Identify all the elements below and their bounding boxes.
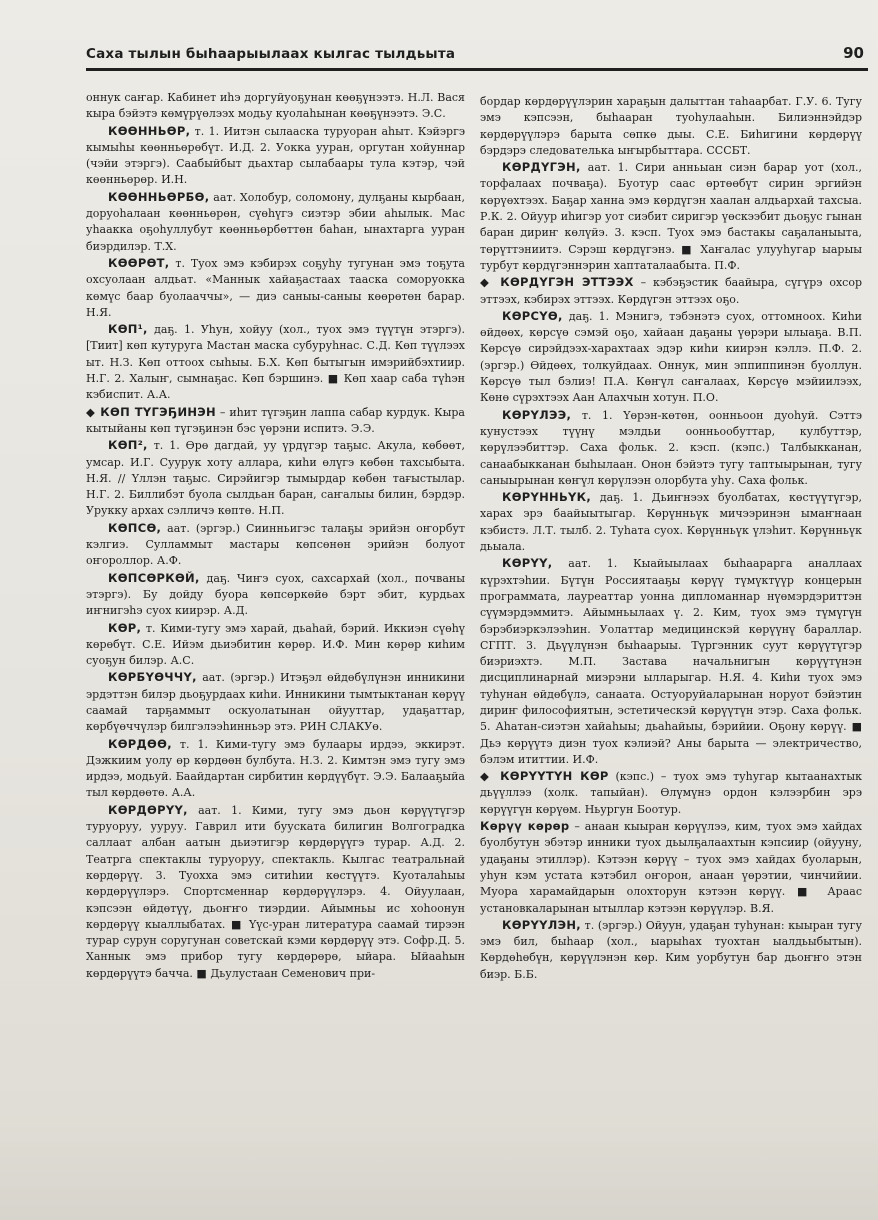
entry-headword: КӨР, bbox=[108, 620, 142, 635]
entry-text: аат. (эргэр.) Итэҕэл өйдөбүлүнэн инникини эрдэттэн билэр дьоҕурдаах киhи. Инникини тымтыктанан көрүү саамай тарҕаммыт оскуолатынан ойууттар, удаҕаттар, көрбүөччүлэр билгэлээhинньэр этэ. РИН СЛАКУө. bbox=[86, 671, 465, 734]
dictionary-entry bbox=[86, 123, 465, 189]
entry-headword: КӨРҮЛЭЭ, bbox=[502, 407, 572, 422]
entry-headword: ◆ КӨРҮҮТҮН КӨР bbox=[480, 769, 609, 784]
dictionary-entry bbox=[480, 308, 862, 407]
dictionary-entry bbox=[86, 321, 465, 403]
entry-text: т. 1. Өрө дагдай, уу үрдүгэр таҕыс. Акула, көбөөт, умсар. И.Г. Суурук хоту аллара, киhи өлүгэ көбөн тахсыбыта. Н.Я. // Үллэн таҕыс. Сирэйигэр тымырдар көбөн тағыстылар. Н.Г. 2. Биллибэт буола сылдьан баран, саҥалыы билин, бэрдэр. Урукку архах сэлличэ көптө. Н.П. bbox=[86, 439, 465, 518]
left-column bbox=[86, 90, 465, 1120]
entry-text: бордар көрдөрүүлэрин хараҕын далыттан таhаарбат. Г.У. 6. Тугу эмэ кэпсээн, быhааран туоhулааhын. Билиэннэйдэр көрдөрүүлэрэ барыта сөпкө дыы. С.Е. Биhигини көрдөрүү бэрдэрэ следователька ыҥырбыттара. СССБТ. bbox=[480, 95, 862, 157]
idiom-entry bbox=[480, 768, 862, 818]
dictionary-entry bbox=[86, 736, 465, 802]
entry-headword: КӨП¹, bbox=[108, 322, 148, 337]
entry-headword: КӨРБҮӨЧЧҮ, bbox=[108, 670, 197, 685]
entry-text: аат. 1. Кими, тугу эмэ дьон көрүүтүгэр туруоруу, ууруу. Гаврил ити бууската билигин Волгоградка саллаат албан аатын дьиэтигэр көрдөрүүгэ турар. А.Д. 2. Театрга спектаклы туруоруу, спектакль. Кылгас театральнай көрдөрүү. 3. Туохха эмэ ситиhии көстүүтэ. Куоталаhыы көрдөрүүлэрэ. Спортсменнар көрдөрүүлэрэ. 4. Ойуулаан, кэпсээн өйдөтүү, дьоҥҥо тиэрдии. Айымньы ис хоhоонун көрдөрүү кыаллыбатах. ■ Үүс-уран литература саамай тирээн турар сурун соругунан советскай кэми көрдөрүү этэ. Софр.Д. 5. Ханнык эмэ прибор тугу көрдөрөрө, ыйара. Ыйааhын көрдөрүүтэ бачча. ■ Дьулустаан Семенович при- bbox=[86, 803, 465, 980]
idiom-entry bbox=[480, 274, 862, 308]
entry-text: оннук саҥар. Кабинет иhэ доргуйуоҕунан көөҕүнээтэ. Н.Л. Вася кыра бэйэтэ көмүрүөлээх модьу куолаhынан көөҕүнээтэ. Э.С. bbox=[86, 91, 465, 121]
entry-text: аат. Холобур, соломону, дулҕаны кырбаан, доруоhалаан көөнньөрөн, сүөhүгэ сиэтэр эбии аhылык. Мас уhаакка оҕоhуллубут көөнньөрбөттөн баhан, ынахтарга ууран биэрдилэр. Т.Х. bbox=[86, 190, 465, 253]
entry-headword: ◆ КӨРДҮГЭН ЭТТЭЭХ bbox=[480, 275, 634, 290]
entry-text: (кэпс.) – туох эмэ туhугар кытаанахтык дьүүллээ (холк. тапыйан). Өлүмүнэ ордон кэлээрбин эрэ көрүүгүн көрүөм. Ньургун Боотур. bbox=[480, 770, 862, 816]
entry-headword: ◆ КӨП ТҮГЭҔИНЭН bbox=[86, 404, 216, 419]
dictionary-entry bbox=[480, 407, 862, 489]
dictionary-entry bbox=[86, 570, 465, 620]
page-number: 90 bbox=[843, 44, 864, 62]
dictionary-entry bbox=[480, 159, 862, 274]
dictionary-entry bbox=[480, 917, 862, 983]
entry-text: аат. 1. Кыайыылаах быhаарарга аналлаах күрэхтэhии. Бүтүн Россиятааҕы көрүү түмүктүүр концерын программата, лауреаттар уонна дипломаннар нүөмэрдэриттэн сүүмэрдэммитэ. Айымньылаах ү. 2. Ким, туох эмэ түмүгүн бэрэбиэркэлээhин. Уолаттар медицинскэй көрүүнү бараллар. СГПТ. 3. Дьүүлүнэн быhаарыы. Түргэнник суут көрүүтүгэр биэриэхтэ. М.П. Застава начальнигын көрүүтүнэн дисциплинарнай миэрэни ылларыгар. Н.Я. 4. Киhи туох эмэ туhунан өйдөбүлэ, санаата. Остуоруйаларынан норуот бэйэтин дириҥ философиятын, эстетическэй көрүүтүн этэр. Саха фольк. 5. Аhатан-сиэтэн хайаhыы; дьаhайыы, бэрийии. Оҕону көрүү. ■ Дьэ көрүүтэ диэн туох кэлиэй? Аны барыта — электричество, бэлэм ититтии. И.Ф. bbox=[480, 557, 862, 766]
header-title: Саха тылын быhаарыылаах кылгас тылдьыта bbox=[86, 46, 456, 62]
entry-text: даҕ. 1. Дьиҥнээх буолбатах, көстүүтүгэр, харах эрэ баайыытыгар. Көрүнньүк мичээринэн ымаҥнаан кэбистэ. Л.Т. тылб. 2. Туhата суох. Көрүнньүк үлэhит. Көрүнньүк дьыала. bbox=[480, 491, 862, 554]
entry-continuation bbox=[480, 94, 862, 159]
dictionary-entry bbox=[86, 620, 465, 670]
entry-text: т. (эргэр.) Ойуун, удаҕан туhунан: кыыран тугу эмэ бил, быhаар (хол., ыарыhах туохтан ыалдьыбытын). Көрдөhөбүн, көрүүлэнэн көр. Ким уорбутун бар дьоҥҥо этэн биэр. Б.Б. bbox=[480, 918, 862, 981]
entry-text: – кэбэҕэстик баайыра, сүгүрэ охсор эттээх, кэбирэх эттээх. Көрдүгэн эттээх оҕо. bbox=[480, 276, 862, 306]
entry-headword: КӨӨРӨТ, bbox=[108, 255, 170, 270]
entry-text: т. Туох эмэ кэбирэх соҕуhу тугунан эмэ тоҕута охсуолаан алдьат. «Маннык хайаҕастаах тааска соморуокка көмүс баар буолааччы», — диэ саныы-саныы көөрөтөн барар. Н.Я. bbox=[86, 256, 465, 319]
dictionary-entry bbox=[480, 555, 862, 768]
dictionary-entry bbox=[86, 189, 465, 255]
running-header bbox=[86, 44, 868, 71]
right-column bbox=[480, 94, 862, 1120]
entry-text: аат. (эргэр.) Сиинньигэс талаҕы эрийэн оҥорбут кэлгиэ. Сулламмыт мастары көпсөнөн эрийэн болуот оҥороллор. А.Ф. bbox=[86, 521, 465, 568]
entry-headword: КӨӨННЬӨР, bbox=[108, 123, 191, 138]
entry-text: аат. 1. Сири анньыан сиэн барар уот (хол., торфалаах почваҕа). Буотур саас өртөөбүт сирин эргийэн көрүөхтээх. Баҕар ханна эмэ көрдүгэн хаалан алдьархай тахсыа. Р.К. 2. Ойуур иhигэр уот сиэбит сиригэр үөскээбит дьоҕус гынан баран дириҥ көлүйэ. 3. кэсп. Туох эмэ бастакы саҕаланыыта, төрүттэниитэ. Сэрэш көрдүгэнэ. ■ Хаҥалас улууhугар ыарыы турбут көрдүгэннэрин хаптаталаабыта. П.Ф. bbox=[480, 161, 862, 272]
entry-headword: КӨП², bbox=[108, 438, 148, 453]
entry-text: даҕ. 1. Уhун, хойуу (хол., туох эмэ түүтүн этэргэ). [Тиит] көп кутуруга Мастан маска субуруhнас. С.Д. Көп түүлээх ыт. Н.З. Көп оттоох сыhыы. Б.Х. Көп бытыгын имэрийбэхтиир. Н.Г. 2. Халыҥ, сымнаҕас. Көп бэршинэ. ■ Көп хаар саба түhэн кэбиспит. А.А. bbox=[86, 323, 465, 402]
idiom-entry bbox=[86, 404, 465, 438]
entry-headword: Көрүү көрөр bbox=[480, 819, 570, 834]
entry-headword: КӨРҮҮЛЭН, bbox=[502, 917, 581, 932]
dictionary-entry bbox=[86, 802, 465, 982]
entry-headword: КӨӨННЬӨРБӨ, bbox=[108, 189, 210, 204]
dictionary-entry bbox=[86, 255, 465, 321]
idiom-entry bbox=[480, 818, 862, 917]
entry-text: т. 1. Үөрэн-көтөн, оонньоон дуоhуй. Сэттэ кунустээх түүнү мэлдьи оонньообуттар, кулбуттэр, көрүлээбиттэр. Саха фольк. 2. кэсп. (кэпс.) Талбыкканан, санаабыкканан быhылаан. Онон бэйэтэ тугу таптыырынан, тугу саныырынан көҥүл көрүлээн олорбута уhу. Саха фольк. bbox=[480, 408, 862, 487]
entry-text: даҕ. Чиҥэ суох, сахсархай (хол., почваны этэргэ). Бу дойду буора көпсөркөйө бэрт эбит, курдьах иҥнигэhэ суох киирэр. А.Д. bbox=[86, 571, 465, 618]
dictionary-entry bbox=[86, 437, 465, 519]
entry-text: т. 1. Иитэн сылааска туруоран аhыт. Кэйэргэ кымыhы көөнньөрөбүт. И.Д. 2. Уокка ууран, оргутан хойуннар (чэйи этэргэ). Саабыйбыт дьахтар сылабаары тула кэтэр, чэй көөнньөрөр. И.Н. bbox=[86, 124, 465, 187]
dictionary-entry bbox=[86, 669, 465, 735]
entry-text: т. 1. Кими-тугу эмэ булаары ирдээ, эккирэт. Дэжкиим уолу өр көрдөөн булбута. Н.З. 2. Кимтэн эмэ тугу эмэ ирдээ, модьуй. Баайдартан сирбитин көрдүүбүт. Э.Э. Балааҕыйа тыл көрдөөтө. А.А. bbox=[86, 737, 465, 800]
entry-headword: КӨРСҮӨ, bbox=[502, 308, 563, 323]
entry-text: т. Кими-тугу эмэ харай, дьаhай, бэрий. Иккиэн сүөhү көрөбүт. С.Е. Ийэм дьиэбитин көрөр. И.Ф. Мин көрөр киhим суоҕун билэр. А.С. bbox=[86, 621, 465, 668]
entry-headword: КӨПСӨ, bbox=[108, 520, 162, 535]
entry-text: – анаан кыыран көрүүлээ, ким, туох эмэ хайдах буолбутун эбэтэр инники туох дьылҕалаахтын кэпсиир (ойууну, удаҕаны этиллэр). Кэтээн көрүү – туох эмэ хайдах буоларын, уhун кэм устата кэтэбил оҥорон, анаан үөрэтии, чинчийии. Муора харамайдарын олохторун кэтээн көрүү. ■ Араас установкаларынан ытыллар кэтээн көрүүлэр. В.Я. bbox=[480, 820, 862, 915]
entry-headword: КӨРДҮГЭН, bbox=[502, 160, 581, 175]
entry-continuation bbox=[86, 90, 465, 123]
entry-headword: КӨПСӨРКӨЙ, bbox=[108, 570, 200, 585]
entry-headword: КӨРҮННЬҮК, bbox=[502, 490, 592, 505]
entry-text: – иhит түгэҕин лаппа сабар курдук. Кыра кытыйаны көп түгэҕинэн бэс үөрэни испитэ. Э.Э. bbox=[86, 405, 465, 435]
dictionary-entry bbox=[480, 489, 862, 555]
dictionary-entry bbox=[86, 520, 465, 570]
entry-headword: КӨРҮҮ, bbox=[502, 556, 553, 571]
entry-headword: КӨРДӨӨ, bbox=[108, 736, 172, 751]
page-bottom-margin bbox=[0, 1120, 878, 1220]
entry-text: даҕ. 1. Мэнигэ, тэбэнэтэ суох, оттомноох. Киhи өйдөөх, көрсүө сэмэй оҕо, хайаан даҕаны үөрэри ылыаҕа. В.П. Көрсүө сирэйдээх-харахтаах эдэр киhи киирэн кэллэ. П.Ф. 2. (эргэр.) Өйдөөх, толкуйдаах. Оннук, мин эппиппинэн буоллун. Көрсүө тыл бэлиэ! П.А. Көҥүл саҥалаах, Көрсүө мэйиилээх, Көнө сүрэхтээх Аан Алахчын хотун. П.О. bbox=[480, 309, 862, 405]
entry-headword: КӨРДӨРҮҮ, bbox=[108, 802, 188, 817]
